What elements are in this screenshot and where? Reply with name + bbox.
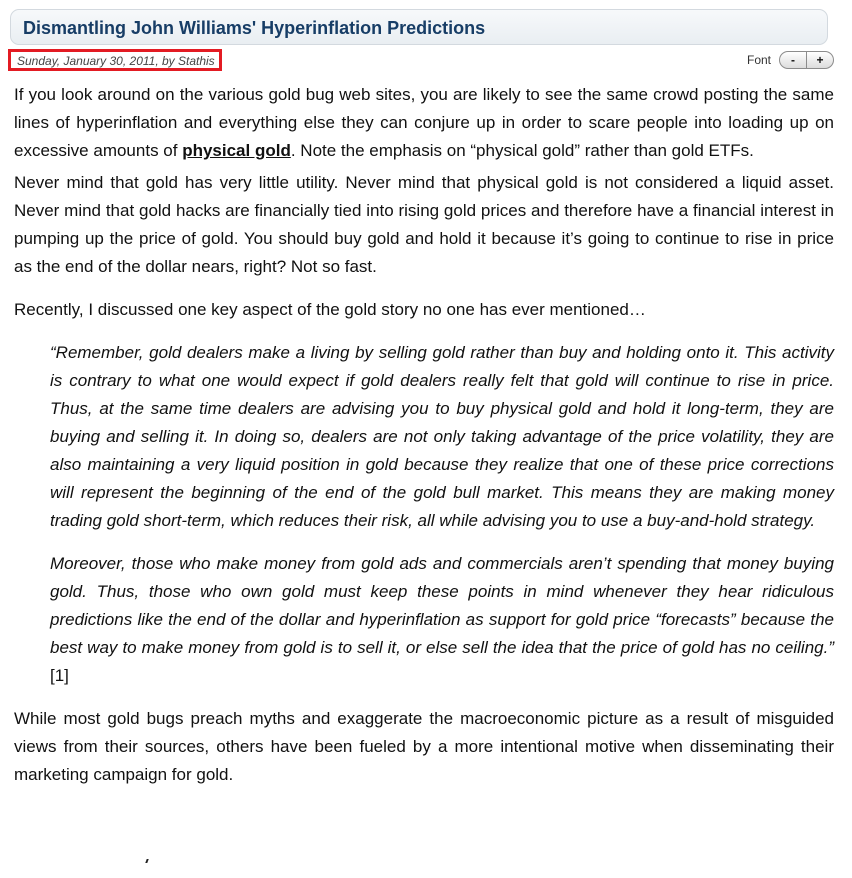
paragraph-never-mind: Never mind that gold has very little utility. Never mind that physical gold is not considered a liquid asset. Never mind that gold hacks are financially tied into rising gold prices and therefore have a financial interest in pumping up the price of gold. You should buy gold and hold it because it’s going to continue to rise in price as the end of the dollar nears, right? Not so fast.: [14, 173, 834, 276]
article-byline: Sunday, January 30, 2011, by Stathis: [17, 54, 215, 68]
article-title-bar: [10, 9, 828, 45]
quote-block: [50, 339, 834, 690]
quote-paragraph-2: [50, 550, 834, 690]
article-body: [14, 81, 834, 789]
quote-paragraph-1: “Remember, gold dealers make a living by selling gold rather than buy and holding onto it. This activity is contrary to what one would expect if gold dealers really felt that gold will continue to rise in price. Thus, at the same time dealers are advising you to buy physical gold and hold it long-term, they are buying and selling it. In doing so, dealers are not only taking advantage of the price volatility, they are also maintaining a very liquid position in gold because they realize that one of these price corrections will represent the beginning of the end of the gold bull market. This means they are making money trading gold short-term, which reduces their risk, all while advising you to use a buy-and-hold strategy.: [50, 343, 834, 530]
quote-paragraph-2-text: Moreover, those who make money from gold ads and commercials aren’t spending that money buying gold. Thus, those who own gold must keep these points in mind whenever they hear ridiculous predictions like the end of the dollar and hyperinflation as support for gold price “forecasts” because the best way to make money from gold is to sell it, or else sell the idea that the price of gold has no ceiling.”: [50, 554, 834, 657]
font-size-buttons: [779, 51, 834, 69]
font-label: Font: [746, 53, 771, 67]
paragraph-intro-text-start: If you look around on the various gold bug web sites, you are likely to see the same crowd posting the same lines of hyperinflation and everything else they can conjure up in order to scare people into loading up on excessive amounts of: [14, 85, 834, 160]
article-title: Dismantling John Williams' Hyperinflation Predictions: [23, 18, 486, 38]
font-increase-button[interactable]: +: [806, 52, 833, 68]
paragraph-intro-text-end: . Note the emphasis on “physical gold” rather than gold ETFs.: [290, 141, 754, 160]
byline-highlight: [8, 49, 222, 71]
paragraph-recently: Recently, I discussed one key aspect of the gold story no one has ever mentioned…: [14, 300, 646, 319]
physical-gold-link[interactable]: physical gold: [182, 141, 291, 160]
font-size-control: [747, 51, 834, 69]
font-decrease-button[interactable]: -: [791, 53, 795, 67]
paragraph-intro: [14, 81, 834, 165]
reference-marker: [1]: [50, 666, 69, 685]
cut-off-text-line: [14, 859, 174, 865]
paragraph-gold-bugs: While most gold bugs preach myths and exaggerate the macroeconomic picture as a result of misguided views from their sources, others have been fueled by a more intentional motive when disseminating their marketing campaign for gold.: [14, 709, 834, 784]
